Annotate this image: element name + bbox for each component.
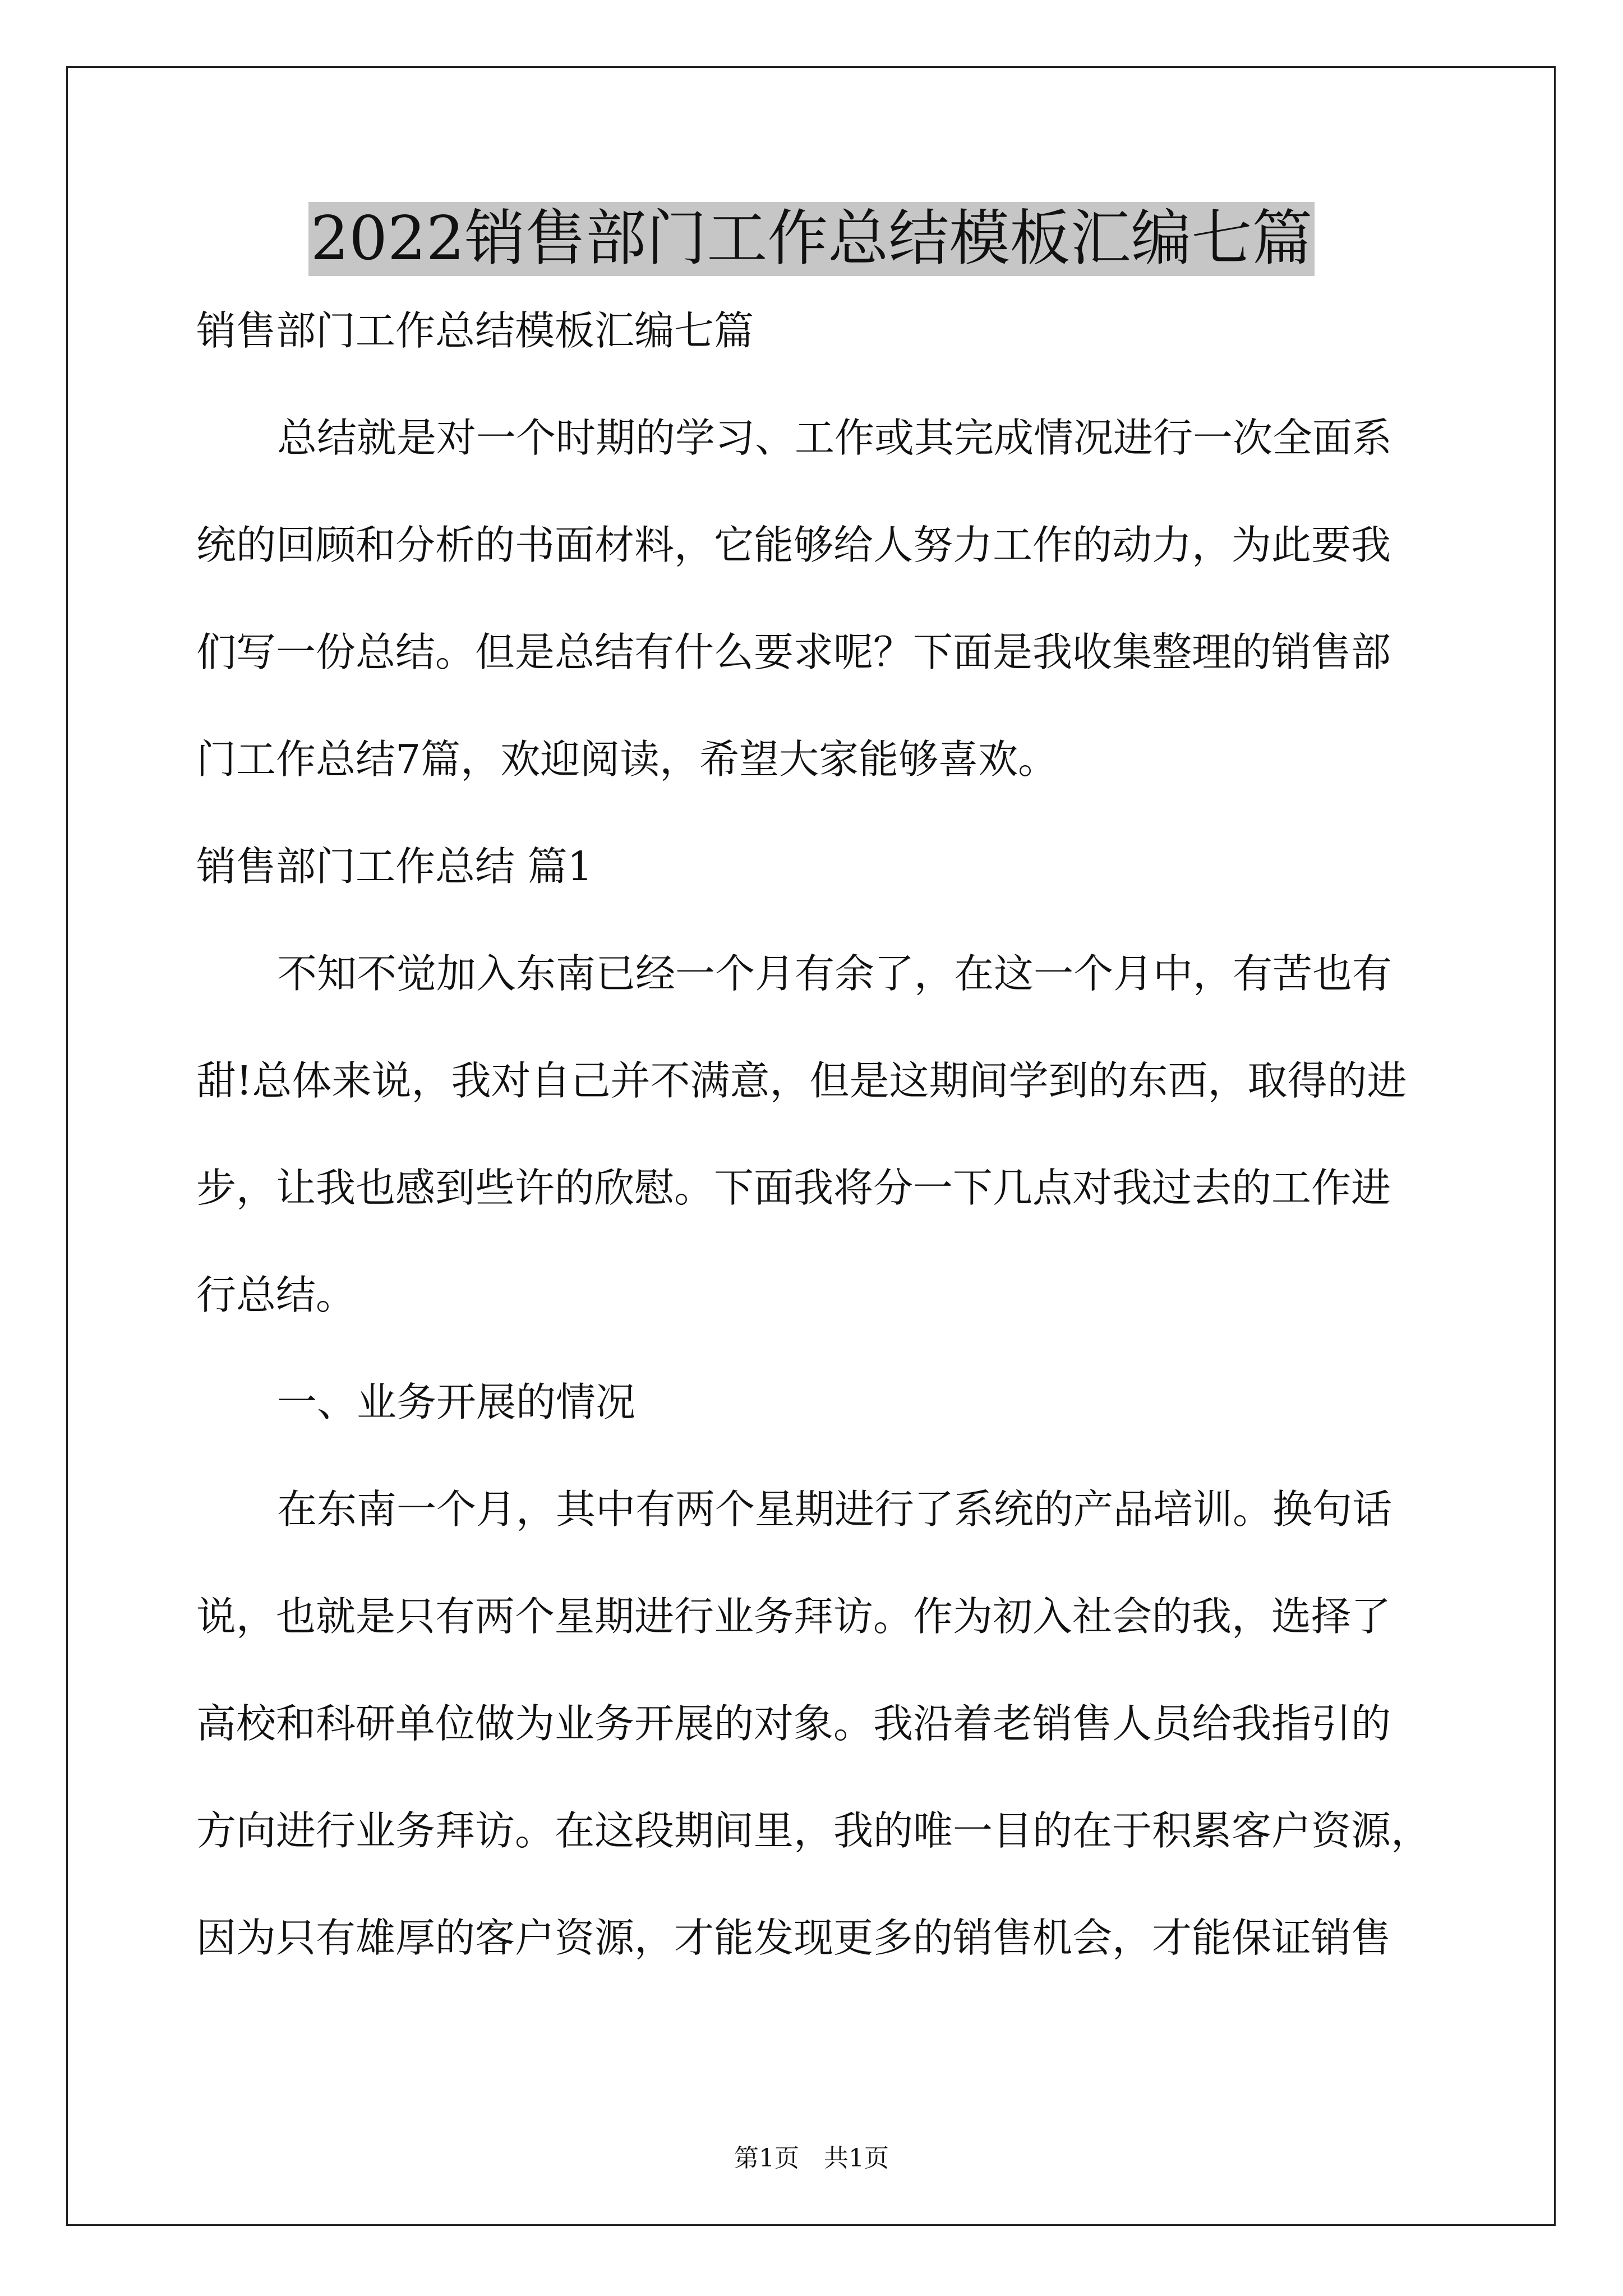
section-heading: 销售部门工作总结 篇1 [196, 843, 593, 890]
paragraph-line: 门工作总结7篇，欢迎阅读，希望大家能够喜欢。 [196, 736, 1058, 783]
title-container [0, 202, 1623, 276]
paragraph-line: 不知不觉加入东南已经一个月有余了，在这一个月中，有苦也有 [277, 950, 1393, 997]
paragraph-line: 甜!总体来说，我对自己并不满意，但是这期间学到的东西，取得的进 [196, 1057, 1407, 1104]
paragraph-line: 统的回顾和分析的书面材料，它能够给人努力工作的动力，为此要我 [196, 522, 1391, 568]
paragraph-line: 销售部门工作总结模板汇编七篇 [196, 307, 754, 354]
document-title: 2022销售部门工作总结模板汇编七篇 [308, 202, 1315, 276]
subsection-heading: 一、业务开展的情况 [277, 1379, 636, 1425]
paragraph-line: 因为只有雄厚的客户资源，才能发现更多的销售机会，才能保证销售 [196, 1915, 1391, 1961]
paragraph-line: 方向进行业务拜访。在这段期间里，我的唯一目的在于积累客户资源， [196, 1807, 1431, 1854]
paragraph-line: 高校和科研单位做为业务开展的对象。我沿着老销售人员给我指引的 [196, 1700, 1391, 1747]
paragraph-line: 们写一份总结。但是总结有什么要求呢？下面是我收集整理的销售部 [196, 629, 1391, 675]
paragraph-line: 步，让我也感到些许的欣慰。下面我将分一下几点对我过去的工作进 [196, 1165, 1391, 1211]
paragraph-line: 行总结。 [196, 1272, 356, 1318]
paragraph-line: 总结就是对一个时期的学习、工作或其完成情况进行一次全面系 [277, 415, 1393, 461]
page-border [66, 66, 1556, 2226]
paragraph-line: 说，也就是只有两个星期进行业务拜访。作为初入社会的我，选择了 [196, 1593, 1391, 1640]
page-footer: 第1页 共1页 [734, 2144, 889, 2173]
paragraph-line: 在东南一个月，其中有两个星期进行了系统的产品培训。换句话 [277, 1486, 1393, 1533]
